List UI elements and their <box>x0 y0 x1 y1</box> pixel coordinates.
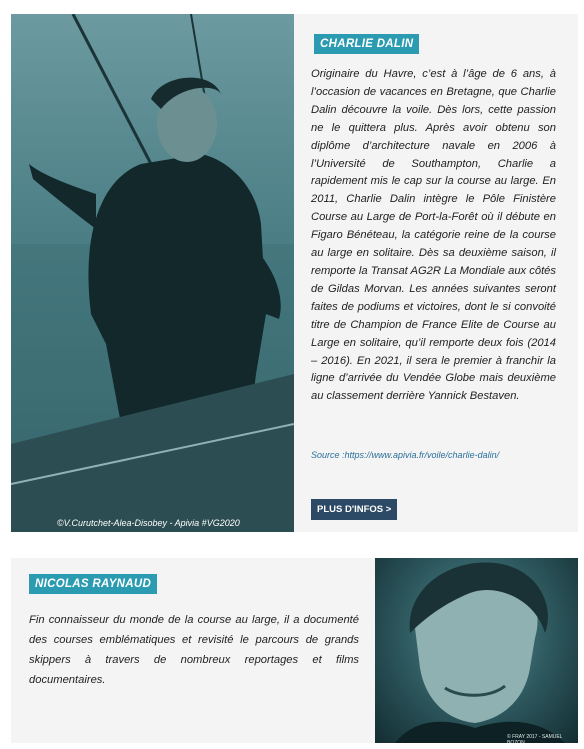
profile-name-badge: NICOLAS RAYNAUD <box>29 574 157 594</box>
profile-bio: Fin connaisseur du monde de la course au large, il a documenté des courses emblématiques et revisité le parcours de grands skippers à travers de nombreux reportages et films documentaires. <box>29 614 359 686</box>
profile-bio: Originaire du Havre, c’est à l’âge de 6 ans, à l’occasion de vacances en Bretagne, que Charlie Dalin découvre la voile. Dès lors, cette passion ne le quittera plus. Après avoir obtenu son diplôme d’architecture navale en 2006 à l’Université de Southampton, Charlie a rapidement mis le cap sur la course au large. En 2011, Charlie Dalin intègre le Pôle Finistère Course au Large de Port-la-Forêt où il débute en Figaro Bénéteau, la catégorie reine de la course au large en solitaire. Dès sa deuxième saison, il remporte la Transat AG2R La Mondiale aux côtés de Gildas Morvan. Les années suivantes seront faites de podiums et victoires, dont le si convoité titre de Champion de France Elite de Course au Large en solitaire, qu’il remporte deux fois (2014 – 2016). En 2021, il sera le premier à franchir la ligne d’arrivée du Vendée Globe mais deuxième au classement derrière Yannick Bestaven. <box>311 68 556 403</box>
photo-credit: © FRAY 2017 - SAMUEL BOZON <box>507 734 563 743</box>
profile-card-charlie-dalin <box>11 14 578 532</box>
nicolas-raynaud-photo <box>375 558 578 743</box>
portrait-illustration <box>375 558 578 743</box>
source-link[interactable]: Source :https://www.apivia.fr/voile/charlie-dalin/ <box>311 450 500 460</box>
profile-card-nicolas-raynaud <box>11 558 578 743</box>
charlie-dalin-photo <box>11 14 294 532</box>
more-info-button[interactable]: PLUS D'INFOS > <box>311 499 397 520</box>
sailor-illustration <box>11 14 294 532</box>
profile-name-badge: CHARLIE DALIN <box>314 34 419 54</box>
photo-credit: ©V.Curutchet-Alea-Disobey - Apivia #VG2020 <box>57 518 240 528</box>
